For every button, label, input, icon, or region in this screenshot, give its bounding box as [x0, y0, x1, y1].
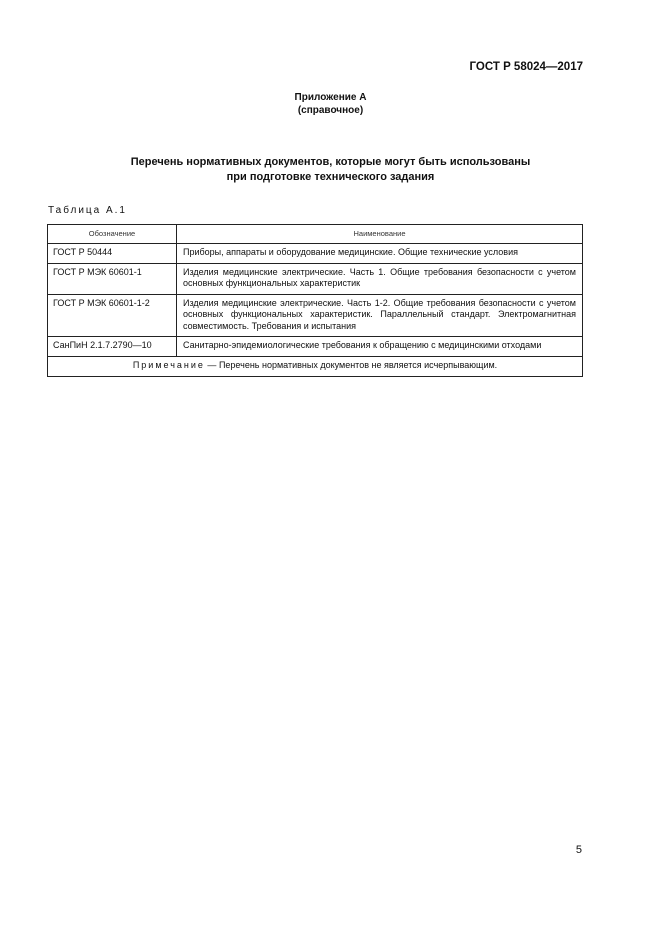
row-code: ГОСТ Р 50444	[48, 244, 177, 264]
note-separator: —	[207, 359, 217, 370]
note-text: Перечень нормативных документов не является исчерпывающим.	[218, 359, 498, 370]
appendix-subtitle: (справочное)	[297, 105, 364, 116]
note-label: Примечание	[132, 359, 205, 370]
row-name: Изделия медицинские электрические. Часть 1. Общие требования безопасности с учетом основных функциональных характеристик	[177, 263, 583, 294]
table-note-row	[48, 356, 583, 377]
document-heading-line-2: при подготовке технического задания	[226, 171, 435, 183]
row-name: Изделия медицинские электрические. Часть 1-2. Общие требования безопасности с учетом основных функциональных характеристик. Параллельный стандарт. Электромагнитная совместимость. Требования и испытания	[177, 294, 583, 337]
appendix-title: Приложение А	[294, 92, 367, 103]
appendix-heading	[0, 91, 661, 117]
table-caption: Таблица А.1	[48, 205, 127, 216]
row-name: Приборы, аппараты и оборудование медицинские. Общие технические условия	[177, 244, 583, 264]
table-row	[48, 244, 583, 264]
table-row	[48, 263, 583, 294]
page-number: 5	[575, 844, 582, 856]
table-row	[48, 337, 583, 357]
table-row	[48, 294, 583, 337]
document-heading	[0, 155, 661, 185]
column-header-code: Обозначение	[48, 225, 177, 244]
row-name: Санитарно-эпидемиологические требования к обращению с медицинскими отходами	[177, 337, 583, 357]
row-code: СанПиН 2.1.7.2790—10	[48, 337, 177, 357]
row-code: ГОСТ Р МЭК 60601-1	[48, 263, 177, 294]
table-header-row	[48, 225, 583, 244]
table-note	[48, 356, 583, 377]
column-header-name: Наименование	[177, 225, 583, 244]
row-code: ГОСТ Р МЭК 60601-1-2	[48, 294, 177, 337]
references-table	[47, 224, 583, 377]
document-heading-line-1: Перечень нормативных документов, которые могут быть использованы	[130, 156, 531, 168]
standard-number: ГОСТ Р 58024—2017	[469, 61, 583, 73]
